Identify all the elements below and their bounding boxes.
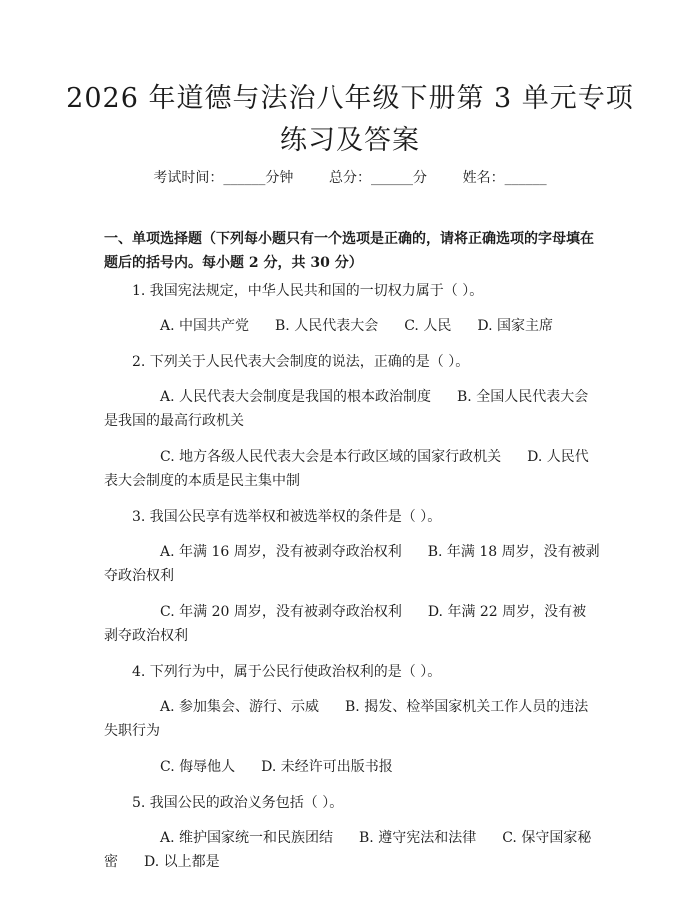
option-c: C. 保守国家秘密 bbox=[104, 830, 592, 870]
option-c: C. 侮辱他人 bbox=[160, 759, 236, 775]
question-5: 5. 我国公民的政治义务包括（ ）。 bbox=[132, 795, 344, 811]
option-c: C. 地方各级人民代表大会是本行政区域的国家行政机关 bbox=[160, 449, 502, 465]
option-b: B. 人民代表大会 bbox=[275, 318, 379, 334]
option-d: D. 人民代表大会制度的本质是民主集中制 bbox=[104, 449, 589, 489]
option-a: A. 年满 16 周岁，没有被剥夺政治权利 bbox=[160, 544, 402, 560]
exam-title bbox=[60, 78, 640, 162]
title-line-1: 2026 年道德与法治八年级下册第 3 单元专项 bbox=[66, 83, 634, 114]
option-b: B. 遵守宪法和法律 bbox=[359, 830, 477, 846]
option-d: D. 年满 22 周岁，没有被剥夺政治权利 bbox=[104, 604, 587, 644]
title-line-2: 练习及答案 bbox=[280, 125, 420, 156]
option-d: D. 国家主席 bbox=[477, 318, 553, 334]
exam-total-score: 总分：______分 bbox=[329, 170, 427, 186]
options-line bbox=[104, 695, 600, 743]
option-a: A. 参加集会、游行、示威 bbox=[160, 699, 320, 715]
option-d: D. 未经许可出版书报 bbox=[261, 759, 393, 775]
question-1: 1. 我国宪法规定，中华人民共和国的一切权力属于（ ）。 bbox=[132, 283, 484, 299]
section-heading: 一、单项选择题（下列每小题只有一个选项是正确的，请将正确选项的字母填在题后的括号内。每小题 2 分，共 30 分） bbox=[104, 231, 594, 271]
options-line bbox=[104, 314, 600, 338]
option-c: C. 年满 20 周岁，没有被剥夺政治权利 bbox=[160, 604, 402, 620]
options-line bbox=[104, 540, 600, 588]
option-a: A. 维护国家统一和民族团结 bbox=[160, 830, 334, 846]
option-a: A. 中国共产党 bbox=[160, 318, 250, 334]
options-line bbox=[104, 445, 600, 493]
question-list bbox=[104, 279, 600, 886]
options-line bbox=[104, 600, 600, 648]
option-b: B. 全国人民代表大会是我国的最高行政机关 bbox=[104, 389, 589, 429]
option-b: B. 揭发、检举国家机关工作人员的违法失职行为 bbox=[104, 699, 589, 739]
option-d: D. 以上都是 bbox=[144, 854, 220, 870]
option-b: B. 年满 18 周岁，没有被剥夺政治权利 bbox=[104, 544, 600, 584]
question-3: 3. 我国公民享有选举权和被选举权的条件是（ ）。 bbox=[132, 509, 442, 525]
options-line bbox=[104, 385, 600, 433]
options-line bbox=[104, 755, 600, 779]
exam-meta bbox=[60, 166, 640, 190]
option-c: C. 人民 bbox=[404, 318, 452, 334]
student-name-field: 姓名：______ bbox=[462, 170, 547, 186]
question-2: 2. 下列关于人民代表大会制度的说法，正确的是（ ）。 bbox=[132, 354, 470, 370]
exam-time: 考试时间：______分钟 bbox=[153, 170, 294, 186]
options-line bbox=[104, 826, 600, 874]
question-4: 4. 下列行为中，属于公民行使政治权利的是（ ）。 bbox=[132, 664, 442, 680]
option-a: A. 人民代表大会制度是我国的根本政治制度 bbox=[160, 389, 432, 405]
